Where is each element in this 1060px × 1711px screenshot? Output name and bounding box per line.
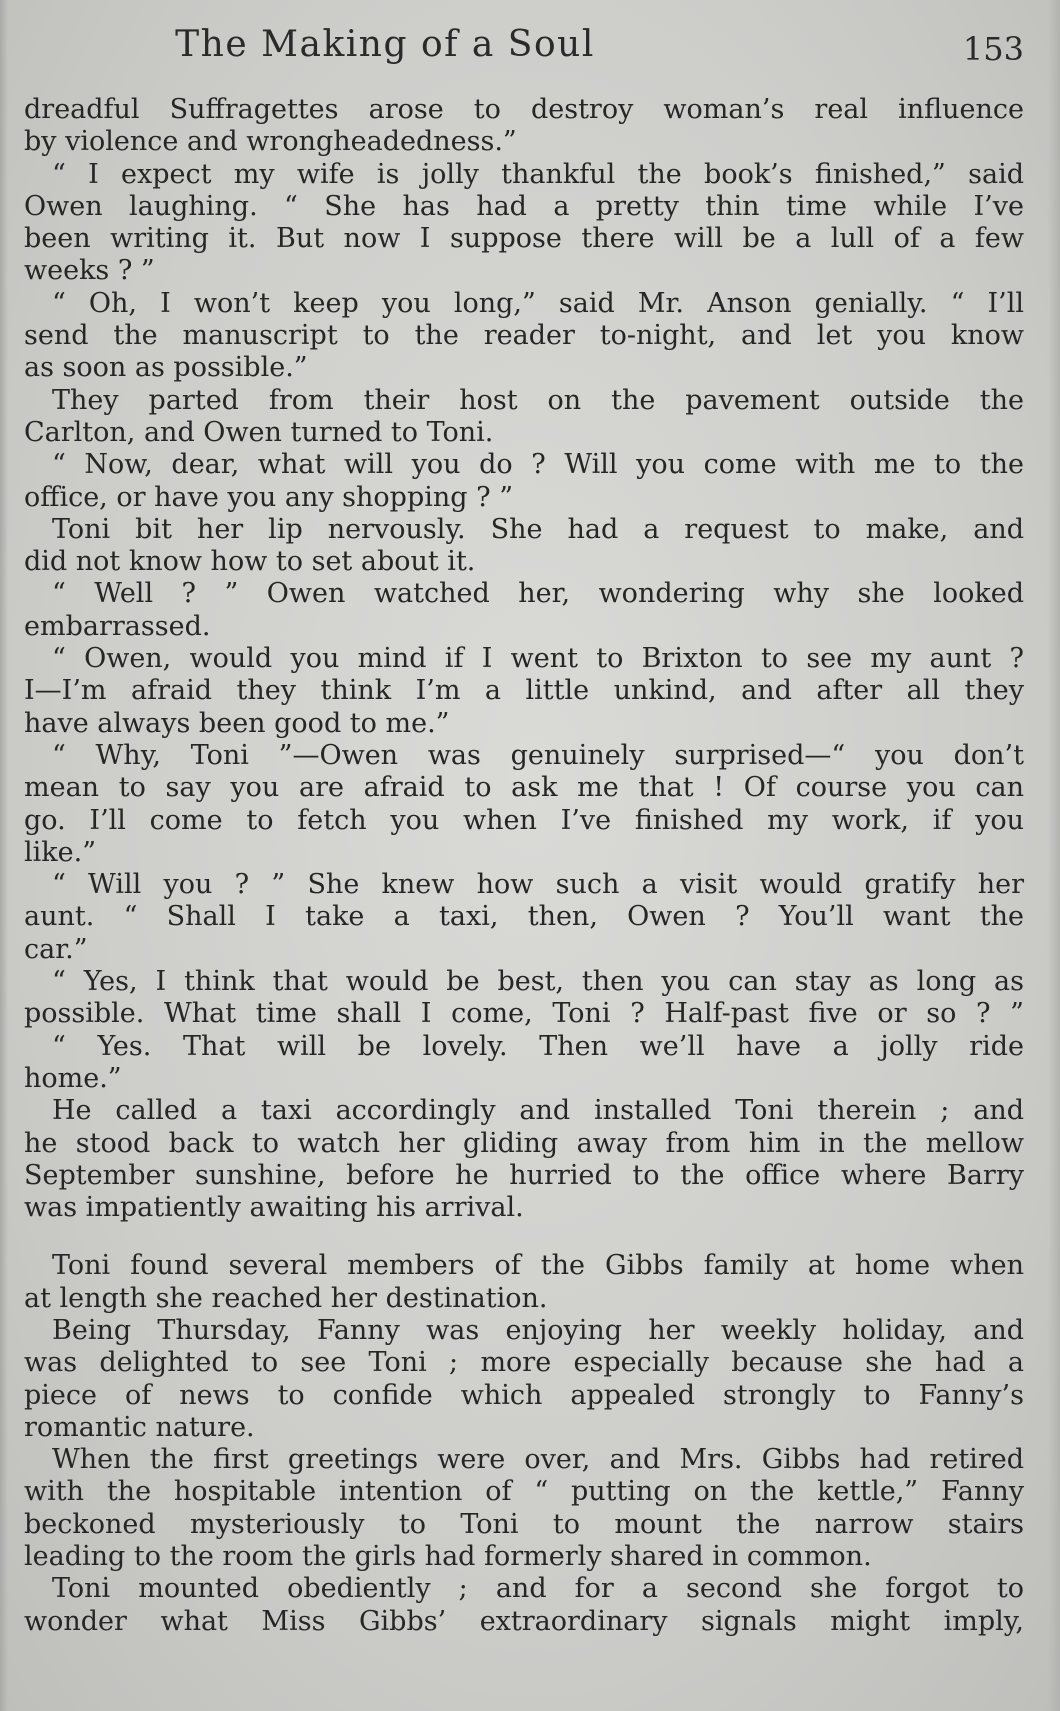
page-number: 153 [962, 30, 1024, 68]
text-line: Owen laughing. “ She has had a pretty thin time while I’ve [24, 190, 1024, 222]
text-line: They parted from their host on the pavement outside the [52, 384, 1024, 416]
text-line: September sunshine, before he hurried to the office where Barry [24, 1159, 1024, 1191]
body-text [24, 94, 1024, 1638]
text-line: leading to the room the girls had formerly shared in common. [24, 1541, 872, 1573]
scan-shadow-left [0, 0, 8, 1711]
text-line: Toni found several members of the Gibbs family at home when [52, 1250, 1024, 1282]
text-line: “ Now, dear, what will you do ? Will you come with me to the [52, 449, 1024, 481]
text-line: beckoned mysteriously to Toni to mount the narrow stairs [24, 1508, 1024, 1540]
running-title: The Making of a Soul [175, 24, 595, 65]
text-line: “ Why, Toni ”—Owen was genuinely surprised—“ you don’t [52, 739, 1024, 771]
text-line: have always been good to me.” [24, 707, 450, 739]
text-line: did not know how to set about it. [24, 546, 476, 578]
text-line: Carlton, and Owen turned to Toni. [24, 416, 494, 448]
text-line: car.” [24, 933, 88, 965]
text-line: send the manuscript to the reader to-night, and let you know [24, 320, 1024, 352]
text-line: home.” [24, 1062, 122, 1094]
text-line: “ Oh, I won’t keep you long,” said Mr. Anson genially. “ I’ll [52, 287, 1024, 319]
text-line: was impatiently awaiting his arrival. [24, 1192, 524, 1224]
text-line: embarrassed. [24, 610, 211, 642]
text-line: I—I’m afraid they think I’m a little unkind, and after all they [24, 675, 1024, 707]
text-line: like.” [24, 836, 96, 868]
text-line: “ Yes, I think that would be best, then you can stay as long as [52, 966, 1024, 998]
text-line: romantic nature. [24, 1411, 255, 1443]
page-header [0, 20, 1060, 74]
text-line: “ Yes. That will be lovely. Then we’ll have a jolly ride [52, 1030, 1024, 1062]
text-line: with the hospitable intention of “ putting on the kettle,” Fanny [24, 1476, 1024, 1508]
text-line: Toni mounted obediently ; and for a second she forgot to [52, 1573, 1024, 1605]
text-line: by violence and wrongheadedness.” [24, 126, 517, 158]
text-line: go. I’ll come to fetch you when I’ve finished my work, if you [24, 804, 1024, 836]
text-line: as soon as possible.” [24, 352, 308, 384]
text-line: “ Owen, would you mind if I went to Brixton to see my aunt ? [52, 643, 1024, 675]
scan-shadow-right [1048, 0, 1060, 1711]
text-line: “ Well ? ” Owen watched her, wondering why she looked [52, 578, 1024, 610]
section-break [24, 1224, 1024, 1250]
text-line: Being Thursday, Fanny was enjoying her weekly holiday, and [52, 1314, 1024, 1346]
text-line: wonder what Miss Gibbs’ extraordinary signals might imply, [24, 1605, 1024, 1637]
text-line: piece of news to confide which appealed strongly to Fanny’s [24, 1379, 1024, 1411]
text-line: he stood back to watch her gliding away from him in the mellow [24, 1127, 1024, 1159]
text-line: “ I expect my wife is jolly thankful the book’s finished,” said [52, 158, 1024, 190]
text-line: weeks ? ” [24, 255, 155, 287]
text-line: Toni bit her lip nervously. She had a request to make, and [52, 513, 1024, 545]
text-line: mean to say you are afraid to ask me that ! Of course you can [24, 772, 1024, 804]
text-line: was delighted to see Toni ; more especially because she had a [24, 1347, 1024, 1379]
text-line: been writing it. But now I suppose there will be a lull of a few [24, 223, 1024, 255]
text-line: When the first greetings were over, and Mrs. Gibbs had retired [52, 1444, 1024, 1476]
text-line: possible. What time shall I come, Toni ? Half-past five or so ? ” [24, 998, 1024, 1030]
text-line: aunt. “ Shall I take a taxi, then, Owen ? You’ll want the [24, 901, 1024, 933]
text-line: at length she reached her destination. [24, 1282, 548, 1314]
text-line: office, or have you any shopping ? ” [24, 481, 514, 513]
text-line: “ Will you ? ” She knew how such a visit would gratify her [52, 869, 1024, 901]
text-line: dreadful Suffragettes arose to destroy woman’s real influence [24, 94, 1024, 125]
text-line: He called a taxi accordingly and installed Toni therein ; and [52, 1095, 1024, 1127]
